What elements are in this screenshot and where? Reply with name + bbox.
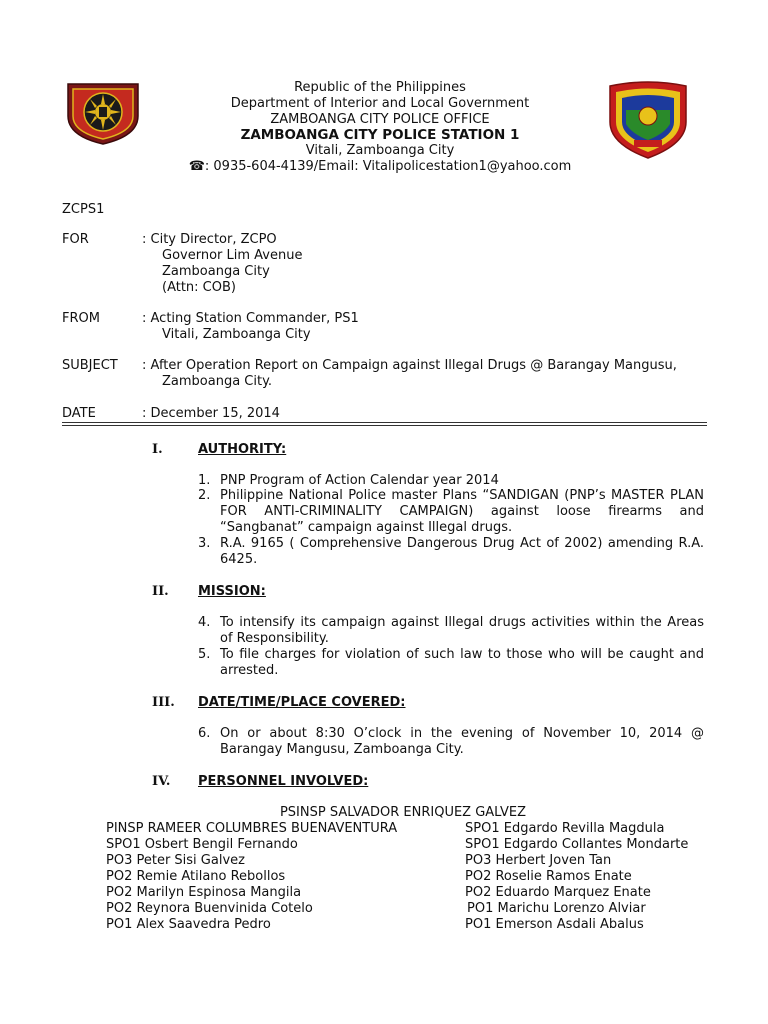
personnel-left-3: PO3 Peter Sisi Galvez: [106, 853, 245, 868]
item-text: On or about 8:30 O’clock in the evening of November 10, 2014 @ Barangay Mangusu, Zamboanga City.: [220, 726, 704, 757]
section-authority-number: I.: [152, 442, 163, 457]
item-number: 2.: [198, 488, 211, 503]
subject-line-1: : After Operation Report on Campaign against Illegal Drugs @ Barangay Mangusu,: [142, 358, 677, 373]
item-number: 3.: [198, 536, 211, 551]
item-number: 5.: [198, 647, 211, 662]
personnel-right-6: PO1 Marichu Lorenzo Alviar: [467, 901, 646, 916]
for-line-3: Zamboanga City: [162, 264, 270, 279]
header-department: Department of Interior and Local Government: [230, 96, 530, 111]
section-personnel-title: PERSONNEL INVOLVED:: [198, 774, 369, 789]
item-text: To file charges for violation of such law to those who will be caught and arrested.: [220, 647, 704, 678]
item-text: To intensify its campaign against Illegal drugs activities within the Areas of Responsibility.: [220, 615, 704, 646]
section-mission-number: II.: [152, 584, 169, 599]
divider-line: [62, 422, 707, 423]
section-personnel-number: IV.: [152, 774, 171, 789]
section-covered-title: DATE/TIME/PLACE COVERED:: [198, 695, 406, 710]
authority-item-3: [198, 536, 704, 568]
personnel-right-3: PO3 Herbert Joven Tan: [465, 853, 612, 868]
personnel-left-2: SPO1 Osbert Bengil Fernando: [106, 837, 298, 852]
personnel-right-1: SPO1 Edgardo Revilla Magdula: [465, 821, 665, 836]
subject-label: SUBJECT: [62, 358, 118, 373]
date-value: : December 15, 2014: [142, 406, 280, 421]
item-number: 4.: [198, 615, 211, 630]
personnel-right-5: PO2 Eduardo Marquez Enate: [465, 885, 651, 900]
for-line-2: Governor Lim Avenue: [162, 248, 303, 263]
personnel-left-4: PO2 Remie Atilano Rebollos: [106, 869, 286, 884]
authority-item-2: [198, 488, 704, 536]
item-number: 1.: [198, 473, 211, 488]
personnel-left-7: PO1 Alex Saavedra Pedro: [106, 917, 271, 932]
for-line-4: (Attn: COB): [162, 280, 236, 295]
from-line-1: : Acting Station Commander, PS1: [142, 311, 359, 326]
item-text: Philippine National Police master Plans “SANDIGAN (PNP’s MASTER PLAN FOR ANTI-CRIMINALITY CAMPAIGN) against loose firearms and “Sangbanat” campaign against Illegal drugs.: [220, 488, 704, 535]
header-station: ZAMBOANGA CITY POLICE STATION 1: [240, 127, 520, 143]
for-label: FOR: [62, 232, 89, 247]
item-number: 6.: [198, 726, 211, 741]
section-mission-title: MISSION:: [198, 584, 266, 599]
header-contact: [0, 159, 764, 174]
header-contact-text: : 0935-604-4139/Email: Vitalipolicestation1@yahoo.com: [204, 159, 572, 174]
personnel-right-4: PO2 Roselie Ramos Enate: [465, 869, 632, 884]
mission-item-5: [198, 647, 704, 679]
section-authority-title: AUTHORITY:: [198, 442, 287, 457]
item-text: R.A. 9165 ( Comprehensive Dangerous Drug Act of 2002) amending R.A. 6425.: [220, 536, 704, 567]
personnel-head: PSINSP SALVADOR ENRIQUEZ GALVEZ: [279, 805, 527, 820]
from-label: FROM: [62, 311, 100, 326]
authority-item-1: [198, 473, 704, 489]
item-text: PNP Program of Action Calendar year 2014: [220, 473, 499, 488]
header-address: Vitali, Zamboanga City: [305, 143, 455, 158]
personnel-left-5: PO2 Marilyn Espinosa Mangila: [106, 885, 302, 900]
mission-item-4: [198, 615, 704, 647]
from-line-2: Vitali, Zamboanga City: [162, 327, 311, 342]
personnel-left-1: PINSP RAMEER COLUMBRES BUENAVENTURA: [106, 821, 398, 836]
header-republic: Republic of the Philippines: [294, 80, 466, 95]
divider-line-secondary: [62, 425, 707, 426]
date-label: DATE: [62, 406, 96, 421]
covered-item-6: [198, 726, 704, 758]
for-line-1: : City Director, ZCPO: [142, 232, 277, 247]
subject-line-2: Zamboanga City.: [162, 374, 273, 389]
phone-icon: ☎: [188, 159, 205, 174]
personnel-right-7: PO1 Emerson Asdali Abalus: [465, 917, 644, 932]
header-city-office: ZAMBOANGA CITY POLICE OFFICE: [270, 112, 490, 127]
memo-ref: ZCPS1: [62, 202, 105, 217]
personnel-right-2: SPO1 Edgardo Collantes Mondarte: [465, 837, 689, 852]
section-covered-number: III.: [152, 695, 175, 710]
personnel-left-6: PO2 Reynora Buenvinida Cotelo: [106, 901, 313, 916]
